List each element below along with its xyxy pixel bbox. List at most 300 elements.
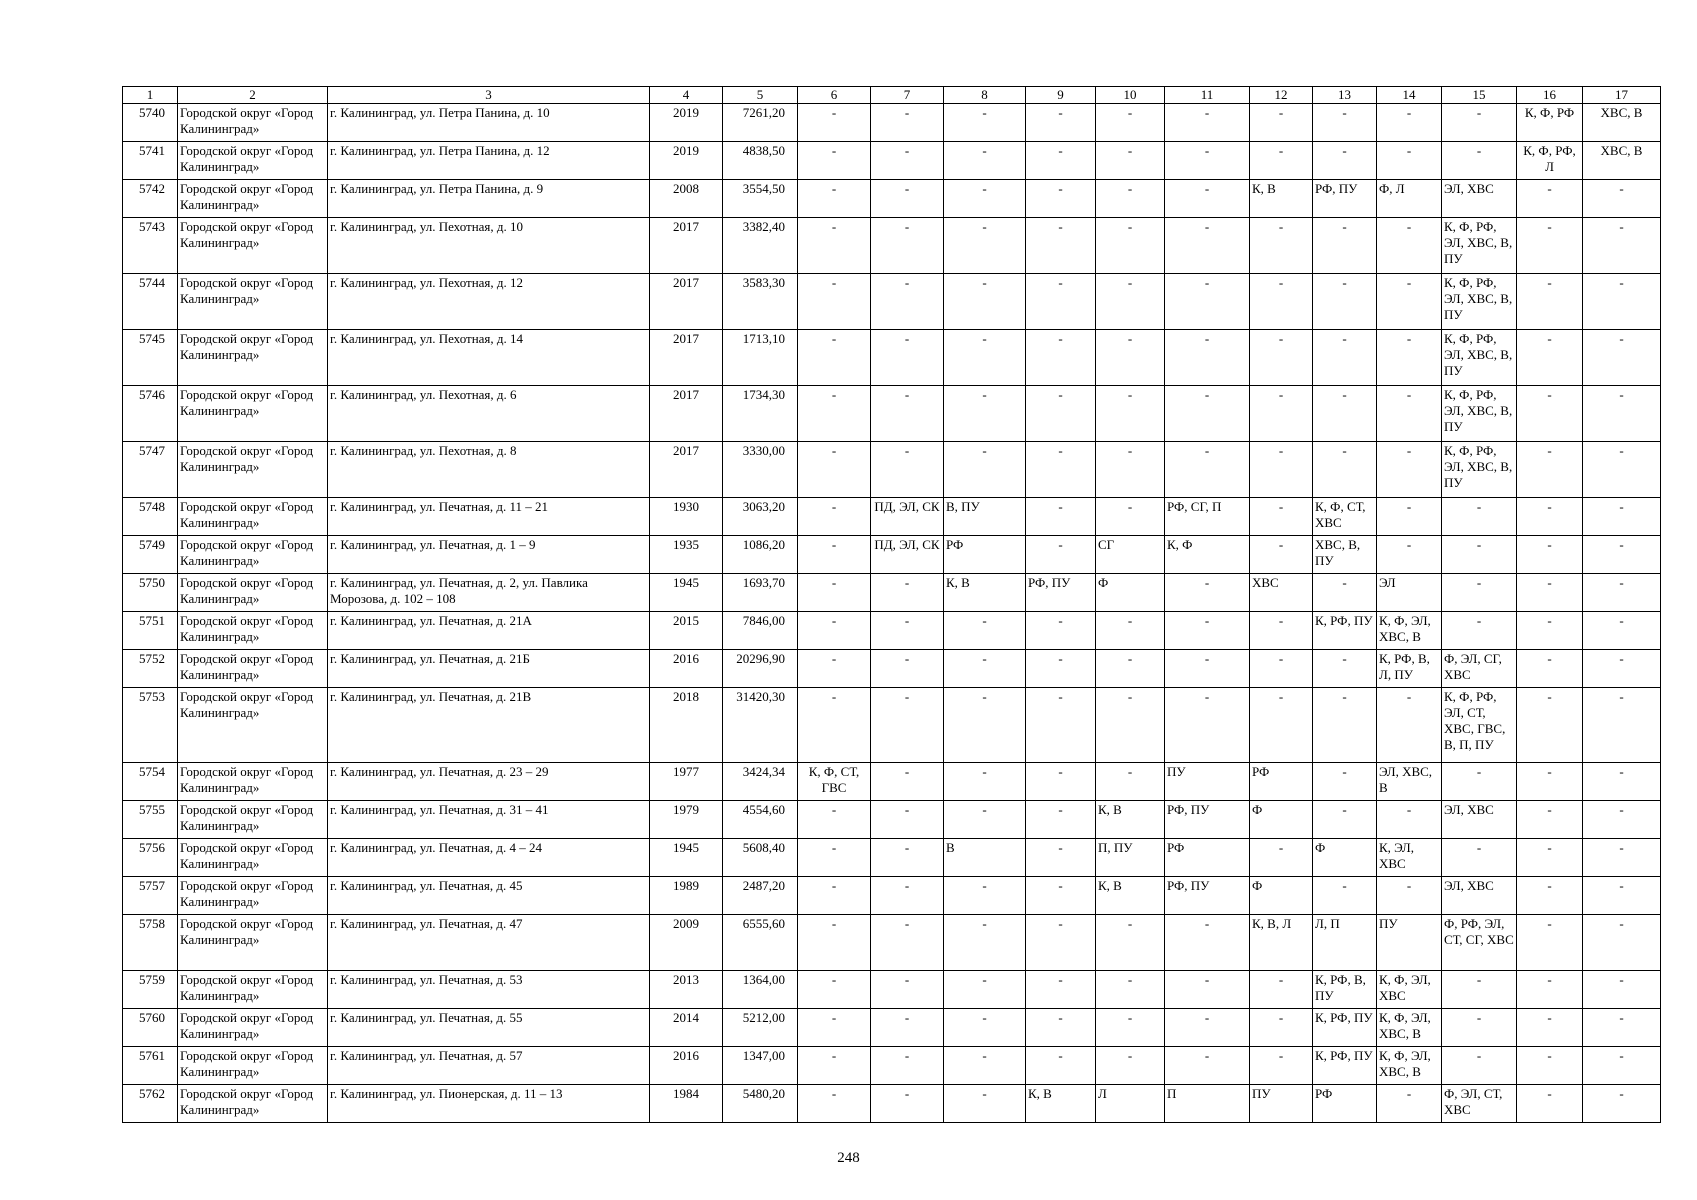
- cell-col-10: П, ПУ: [1096, 839, 1165, 877]
- cell-col-13: -: [1313, 218, 1377, 274]
- cell-col-11: РФ, СГ, П: [1165, 498, 1250, 536]
- cell-year: 2017: [650, 442, 723, 498]
- cell-col-6: -: [798, 1009, 871, 1047]
- table-row: [123, 330, 1661, 386]
- cell-address: г. Калининград, ул. Пехотная, д. 6: [328, 386, 650, 442]
- cell-col-6: -: [798, 498, 871, 536]
- cell-address: г. Калининград, ул. Печатная, д. 21В: [328, 688, 650, 763]
- cell-col-11: РФ, ПУ: [1165, 877, 1250, 915]
- cell-area: 3554,50: [723, 180, 798, 218]
- cell-col-7: -: [871, 1085, 944, 1123]
- cell-col-8: -: [944, 104, 1026, 142]
- cell-col-13: Ф: [1313, 839, 1377, 877]
- cell-col-12: -: [1250, 1009, 1313, 1047]
- cell-col-9: РФ, ПУ: [1026, 574, 1096, 612]
- cell-col-10: СГ: [1096, 536, 1165, 574]
- cell-address: г. Калининград, ул. Печатная, д. 45: [328, 877, 650, 915]
- cell-col-14: -: [1377, 688, 1442, 763]
- cell-col-15: К, Ф, РФ, ЭЛ, ХВС, В, ПУ: [1442, 442, 1517, 498]
- cell-year: 2013: [650, 971, 723, 1009]
- cell-municipality: Городской округ «Город Калининград»: [178, 274, 328, 330]
- cell-municipality: Городской округ «Город Калининград»: [178, 1009, 328, 1047]
- cell-row-number: 5755: [123, 801, 178, 839]
- cell-col-17: -: [1583, 1009, 1661, 1047]
- cell-col-8: -: [944, 330, 1026, 386]
- cell-col-17: -: [1583, 877, 1661, 915]
- cell-col-12: -: [1250, 971, 1313, 1009]
- cell-municipality: Городской округ «Город Калининград»: [178, 104, 328, 142]
- cell-col-7: -: [871, 104, 944, 142]
- cell-address: г. Калининград, ул. Печатная, д. 21А: [328, 612, 650, 650]
- cell-col-9: -: [1026, 612, 1096, 650]
- cell-col-8: -: [944, 218, 1026, 274]
- cell-col-16: -: [1517, 839, 1583, 877]
- cell-row-number: 5745: [123, 330, 178, 386]
- cell-col-10: К, В: [1096, 877, 1165, 915]
- cell-col-9: -: [1026, 536, 1096, 574]
- cell-col-6: -: [798, 574, 871, 612]
- cell-year: 1945: [650, 574, 723, 612]
- cell-col-11: -: [1165, 218, 1250, 274]
- cell-col-7: -: [871, 218, 944, 274]
- cell-col-12: -: [1250, 498, 1313, 536]
- cell-municipality: Городской округ «Город Калининград»: [178, 536, 328, 574]
- cell-municipality: Городской округ «Город Калининград»: [178, 839, 328, 877]
- cell-col-16: -: [1517, 1009, 1583, 1047]
- cell-year: 2009: [650, 915, 723, 971]
- cell-col-11: К, Ф: [1165, 536, 1250, 574]
- cell-col-17: -: [1583, 386, 1661, 442]
- cell-col-14: -: [1377, 104, 1442, 142]
- cell-col-14: К, Ф, ЭЛ, ХВС, В: [1377, 1047, 1442, 1085]
- cell-year: 2008: [650, 180, 723, 218]
- cell-year: 1945: [650, 839, 723, 877]
- cell-col-9: -: [1026, 801, 1096, 839]
- table-row: [123, 1085, 1661, 1123]
- column-header-9: 9: [1026, 87, 1096, 104]
- cell-col-7: -: [871, 763, 944, 801]
- cell-col-8: -: [944, 1009, 1026, 1047]
- cell-municipality: Городской округ «Город Калининград»: [178, 650, 328, 688]
- table-row: [123, 971, 1661, 1009]
- cell-col-8: -: [944, 142, 1026, 180]
- cell-col-6: -: [798, 971, 871, 1009]
- cell-col-9: -: [1026, 104, 1096, 142]
- cell-area: 20296,90: [723, 650, 798, 688]
- cell-col-14: -: [1377, 877, 1442, 915]
- column-header-8: 8: [944, 87, 1026, 104]
- cell-col-15: К, Ф, РФ, ЭЛ, ХВС, В, ПУ: [1442, 386, 1517, 442]
- cell-year: 2018: [650, 688, 723, 763]
- cell-year: 2016: [650, 1047, 723, 1085]
- cell-year: 1977: [650, 763, 723, 801]
- cell-col-9: -: [1026, 498, 1096, 536]
- table-row: [123, 612, 1661, 650]
- cell-row-number: 5762: [123, 1085, 178, 1123]
- cell-col-17: -: [1583, 915, 1661, 971]
- cell-area: 6555,60: [723, 915, 798, 971]
- cell-row-number: 5759: [123, 971, 178, 1009]
- cell-col-7: -: [871, 442, 944, 498]
- cell-year: 1935: [650, 536, 723, 574]
- cell-col-15: -: [1442, 498, 1517, 536]
- cell-row-number: 5756: [123, 839, 178, 877]
- cell-col-12: -: [1250, 688, 1313, 763]
- cell-row-number: 5749: [123, 536, 178, 574]
- cell-col-10: -: [1096, 1009, 1165, 1047]
- cell-col-17: -: [1583, 612, 1661, 650]
- cell-area: 5480,20: [723, 1085, 798, 1123]
- cell-col-16: -: [1517, 801, 1583, 839]
- column-header-10: 10: [1096, 87, 1165, 104]
- cell-col-11: -: [1165, 915, 1250, 971]
- table-row: [123, 763, 1661, 801]
- cell-col-13: Л, П: [1313, 915, 1377, 971]
- table-row: [123, 801, 1661, 839]
- cell-municipality: Городской округ «Город Калининград»: [178, 971, 328, 1009]
- cell-address: г. Калининград, ул. Печатная, д. 57: [328, 1047, 650, 1085]
- cell-col-7: -: [871, 1047, 944, 1085]
- cell-col-11: -: [1165, 650, 1250, 688]
- cell-area: 3063,20: [723, 498, 798, 536]
- cell-col-16: -: [1517, 386, 1583, 442]
- cell-col-7: -: [871, 274, 944, 330]
- cell-col-16: -: [1517, 763, 1583, 801]
- cell-col-6: -: [798, 688, 871, 763]
- cell-col-13: -: [1313, 574, 1377, 612]
- cell-col-8: К, В: [944, 574, 1026, 612]
- table-row: [123, 386, 1661, 442]
- cell-col-9: -: [1026, 971, 1096, 1009]
- cell-col-8: -: [944, 801, 1026, 839]
- cell-row-number: 5758: [123, 915, 178, 971]
- cell-col-7: -: [871, 839, 944, 877]
- cell-col-10: -: [1096, 442, 1165, 498]
- column-header-4: 4: [650, 87, 723, 104]
- cell-row-number: 5750: [123, 574, 178, 612]
- cell-col-8: -: [944, 971, 1026, 1009]
- table-row: [123, 839, 1661, 877]
- cell-col-11: -: [1165, 104, 1250, 142]
- cell-col-17: -: [1583, 536, 1661, 574]
- cell-row-number: 5746: [123, 386, 178, 442]
- cell-col-11: -: [1165, 1009, 1250, 1047]
- cell-col-13: -: [1313, 274, 1377, 330]
- cell-col-12: -: [1250, 612, 1313, 650]
- column-header-16: 16: [1517, 87, 1583, 104]
- cell-col-15: -: [1442, 536, 1517, 574]
- cell-col-6: -: [798, 180, 871, 218]
- cell-col-14: К, Ф, ЭЛ, ХВС: [1377, 971, 1442, 1009]
- cell-address: г. Калининград, ул. Петра Панина, д. 9: [328, 180, 650, 218]
- cell-col-10: -: [1096, 386, 1165, 442]
- cell-col-17: -: [1583, 839, 1661, 877]
- cell-col-13: К, РФ, В, ПУ: [1313, 971, 1377, 1009]
- cell-col-11: -: [1165, 386, 1250, 442]
- cell-col-10: Ф: [1096, 574, 1165, 612]
- column-header-11: 11: [1165, 87, 1250, 104]
- column-header-2: 2: [178, 87, 328, 104]
- cell-col-10: -: [1096, 915, 1165, 971]
- cell-col-17: -: [1583, 498, 1661, 536]
- cell-col-15: К, Ф, РФ, ЭЛ, ХВС, В, ПУ: [1442, 218, 1517, 274]
- cell-col-17: ХВС, В: [1583, 104, 1661, 142]
- cell-col-8: -: [944, 915, 1026, 971]
- cell-col-12: -: [1250, 1047, 1313, 1085]
- cell-col-11: РФ, ПУ: [1165, 801, 1250, 839]
- cell-row-number: 5754: [123, 763, 178, 801]
- cell-area: 4554,60: [723, 801, 798, 839]
- cell-col-9: -: [1026, 839, 1096, 877]
- cell-col-7: -: [871, 971, 944, 1009]
- cell-col-12: -: [1250, 386, 1313, 442]
- cell-row-number: 5761: [123, 1047, 178, 1085]
- cell-area: 1734,30: [723, 386, 798, 442]
- cell-col-14: К, Ф, ЭЛ, ХВС, В: [1377, 612, 1442, 650]
- cell-col-14: -: [1377, 442, 1442, 498]
- cell-col-15: -: [1442, 612, 1517, 650]
- cell-col-16: -: [1517, 877, 1583, 915]
- cell-row-number: 5752: [123, 650, 178, 688]
- cell-col-9: -: [1026, 650, 1096, 688]
- register-table: [122, 86, 1661, 1123]
- cell-address: г. Калининград, ул. Пионерская, д. 11 – 13: [328, 1085, 650, 1123]
- cell-col-8: -: [944, 763, 1026, 801]
- cell-year: 2016: [650, 650, 723, 688]
- cell-address: г. Калининград, ул. Пехотная, д. 12: [328, 274, 650, 330]
- cell-municipality: Городской округ «Город Калининград»: [178, 877, 328, 915]
- page-number: 248: [837, 1150, 860, 1166]
- cell-col-13: -: [1313, 330, 1377, 386]
- cell-col-7: -: [871, 877, 944, 915]
- cell-col-12: -: [1250, 104, 1313, 142]
- cell-col-6: -: [798, 915, 871, 971]
- cell-municipality: Городской округ «Город Калининград»: [178, 915, 328, 971]
- cell-address: г. Калининград, ул. Печатная, д. 1 – 9: [328, 536, 650, 574]
- cell-col-17: -: [1583, 1085, 1661, 1123]
- table-body: [123, 104, 1661, 1123]
- table-row: [123, 142, 1661, 180]
- cell-col-6: -: [798, 801, 871, 839]
- cell-municipality: Городской округ «Город Калининград»: [178, 1047, 328, 1085]
- cell-address: г. Калининград, ул. Печатная, д. 21Б: [328, 650, 650, 688]
- cell-col-9: -: [1026, 330, 1096, 386]
- cell-col-14: -: [1377, 801, 1442, 839]
- cell-col-17: -: [1583, 763, 1661, 801]
- cell-col-14: ЭЛ, ХВС, В: [1377, 763, 1442, 801]
- cell-municipality: Городской округ «Город Калининград»: [178, 180, 328, 218]
- cell-col-17: -: [1583, 801, 1661, 839]
- cell-col-11: -: [1165, 574, 1250, 612]
- cell-col-17: -: [1583, 274, 1661, 330]
- cell-area: 1693,70: [723, 574, 798, 612]
- cell-col-14: ЭЛ: [1377, 574, 1442, 612]
- cell-col-17: -: [1583, 180, 1661, 218]
- cell-address: г. Калининград, ул. Печатная, д. 23 – 29: [328, 763, 650, 801]
- cell-col-12: -: [1250, 536, 1313, 574]
- column-header-14: 14: [1377, 87, 1442, 104]
- cell-col-10: -: [1096, 763, 1165, 801]
- cell-col-8: -: [944, 442, 1026, 498]
- cell-col-11: РФ: [1165, 839, 1250, 877]
- cell-col-17: -: [1583, 442, 1661, 498]
- cell-col-7: -: [871, 330, 944, 386]
- cell-col-15: ЭЛ, ХВС: [1442, 801, 1517, 839]
- cell-col-13: -: [1313, 801, 1377, 839]
- table-row: [123, 180, 1661, 218]
- cell-col-7: -: [871, 180, 944, 218]
- cell-col-13: ХВС, В, ПУ: [1313, 536, 1377, 574]
- cell-year: 2019: [650, 104, 723, 142]
- cell-col-9: -: [1026, 915, 1096, 971]
- cell-col-14: -: [1377, 142, 1442, 180]
- cell-col-16: -: [1517, 1085, 1583, 1123]
- cell-col-10: -: [1096, 498, 1165, 536]
- cell-address: г. Калининград, ул. Петра Панина, д. 10: [328, 104, 650, 142]
- cell-col-17: -: [1583, 650, 1661, 688]
- column-header-13: 13: [1313, 87, 1377, 104]
- cell-col-8: В: [944, 839, 1026, 877]
- cell-area: 5212,00: [723, 1009, 798, 1047]
- cell-col-15: -: [1442, 1047, 1517, 1085]
- cell-address: г. Калининград, ул. Пехотная, д. 14: [328, 330, 650, 386]
- table-row: [123, 274, 1661, 330]
- cell-col-14: -: [1377, 536, 1442, 574]
- cell-col-8: -: [944, 650, 1026, 688]
- cell-col-14: К, ЭЛ, ХВС: [1377, 839, 1442, 877]
- cell-col-6: -: [798, 1085, 871, 1123]
- cell-col-6: -: [798, 839, 871, 877]
- cell-col-10: -: [1096, 612, 1165, 650]
- cell-col-8: -: [944, 274, 1026, 330]
- table-row: [123, 574, 1661, 612]
- cell-col-13: -: [1313, 877, 1377, 915]
- table-row: [123, 877, 1661, 915]
- table-row: [123, 688, 1661, 763]
- cell-municipality: Городской округ «Город Калининград»: [178, 574, 328, 612]
- cell-col-7: -: [871, 142, 944, 180]
- cell-col-16: -: [1517, 442, 1583, 498]
- cell-col-6: -: [798, 1047, 871, 1085]
- cell-col-13: -: [1313, 688, 1377, 763]
- cell-col-6: -: [798, 142, 871, 180]
- cell-col-8: -: [944, 1085, 1026, 1123]
- cell-municipality: Городской округ «Город Калининград»: [178, 330, 328, 386]
- cell-area: 3424,34: [723, 763, 798, 801]
- cell-col-14: ПУ: [1377, 915, 1442, 971]
- cell-col-7: -: [871, 650, 944, 688]
- cell-col-12: К, В, Л: [1250, 915, 1313, 971]
- cell-col-11: -: [1165, 180, 1250, 218]
- cell-area: 5608,40: [723, 839, 798, 877]
- cell-col-6: -: [798, 442, 871, 498]
- cell-col-7: -: [871, 688, 944, 763]
- cell-col-9: -: [1026, 442, 1096, 498]
- cell-area: 2487,20: [723, 877, 798, 915]
- cell-col-17: -: [1583, 1047, 1661, 1085]
- cell-row-number: 5740: [123, 104, 178, 142]
- cell-year: 1989: [650, 877, 723, 915]
- cell-area: 1713,10: [723, 330, 798, 386]
- cell-col-16: -: [1517, 650, 1583, 688]
- column-header-15: 15: [1442, 87, 1517, 104]
- cell-col-17: ХВС, В: [1583, 142, 1661, 180]
- cell-col-12: -: [1250, 839, 1313, 877]
- cell-col-14: -: [1377, 274, 1442, 330]
- cell-col-11: -: [1165, 442, 1250, 498]
- cell-address: г. Калининград, ул. Петра Панина, д. 12: [328, 142, 650, 180]
- cell-year: 2015: [650, 612, 723, 650]
- cell-col-10: -: [1096, 142, 1165, 180]
- cell-col-8: РФ: [944, 536, 1026, 574]
- cell-row-number: 5760: [123, 1009, 178, 1047]
- cell-col-17: -: [1583, 688, 1661, 763]
- cell-col-9: -: [1026, 218, 1096, 274]
- cell-municipality: Городской округ «Город Калининград»: [178, 218, 328, 274]
- cell-row-number: 5742: [123, 180, 178, 218]
- cell-col-12: -: [1250, 274, 1313, 330]
- column-header-12: 12: [1250, 87, 1313, 104]
- cell-col-7: -: [871, 386, 944, 442]
- cell-year: 1930: [650, 498, 723, 536]
- cell-col-8: -: [944, 688, 1026, 763]
- cell-col-15: -: [1442, 574, 1517, 612]
- cell-col-10: -: [1096, 330, 1165, 386]
- cell-col-8: -: [944, 877, 1026, 915]
- cell-col-13: -: [1313, 763, 1377, 801]
- table-row: [123, 536, 1661, 574]
- table-row: [123, 442, 1661, 498]
- cell-col-7: -: [871, 1009, 944, 1047]
- cell-col-10: -: [1096, 104, 1165, 142]
- cell-col-9: -: [1026, 877, 1096, 915]
- cell-col-12: -: [1250, 142, 1313, 180]
- cell-col-12: -: [1250, 650, 1313, 688]
- table-row: [123, 104, 1661, 142]
- table-row: [123, 218, 1661, 274]
- cell-municipality: Городской округ «Город Калининград»: [178, 386, 328, 442]
- cell-col-15: К, Ф, РФ, ЭЛ, СТ, ХВС, ГВС, В, П, ПУ: [1442, 688, 1517, 763]
- cell-municipality: Городской округ «Город Калининград»: [178, 1085, 328, 1123]
- cell-col-16: -: [1517, 574, 1583, 612]
- cell-col-9: -: [1026, 274, 1096, 330]
- cell-col-8: -: [944, 180, 1026, 218]
- cell-row-number: 5753: [123, 688, 178, 763]
- cell-col-11: -: [1165, 1047, 1250, 1085]
- cell-col-7: -: [871, 801, 944, 839]
- cell-col-16: -: [1517, 915, 1583, 971]
- table-header-row: [123, 87, 1661, 104]
- cell-col-14: -: [1377, 218, 1442, 274]
- cell-col-9: -: [1026, 1047, 1096, 1085]
- column-header-5: 5: [723, 87, 798, 104]
- cell-col-16: -: [1517, 498, 1583, 536]
- cell-col-13: -: [1313, 142, 1377, 180]
- cell-col-12: К, В: [1250, 180, 1313, 218]
- cell-col-16: -: [1517, 218, 1583, 274]
- cell-col-6: К, Ф, СТ, ГВС: [798, 763, 871, 801]
- cell-col-15: ЭЛ, ХВС: [1442, 877, 1517, 915]
- cell-year: 1979: [650, 801, 723, 839]
- cell-year: 2014: [650, 1009, 723, 1047]
- cell-col-15: -: [1442, 763, 1517, 801]
- cell-col-8: В, ПУ: [944, 498, 1026, 536]
- cell-col-16: К, Ф, РФ: [1517, 104, 1583, 142]
- cell-col-12: -: [1250, 218, 1313, 274]
- column-header-7: 7: [871, 87, 944, 104]
- cell-col-16: -: [1517, 180, 1583, 218]
- cell-col-6: -: [798, 650, 871, 688]
